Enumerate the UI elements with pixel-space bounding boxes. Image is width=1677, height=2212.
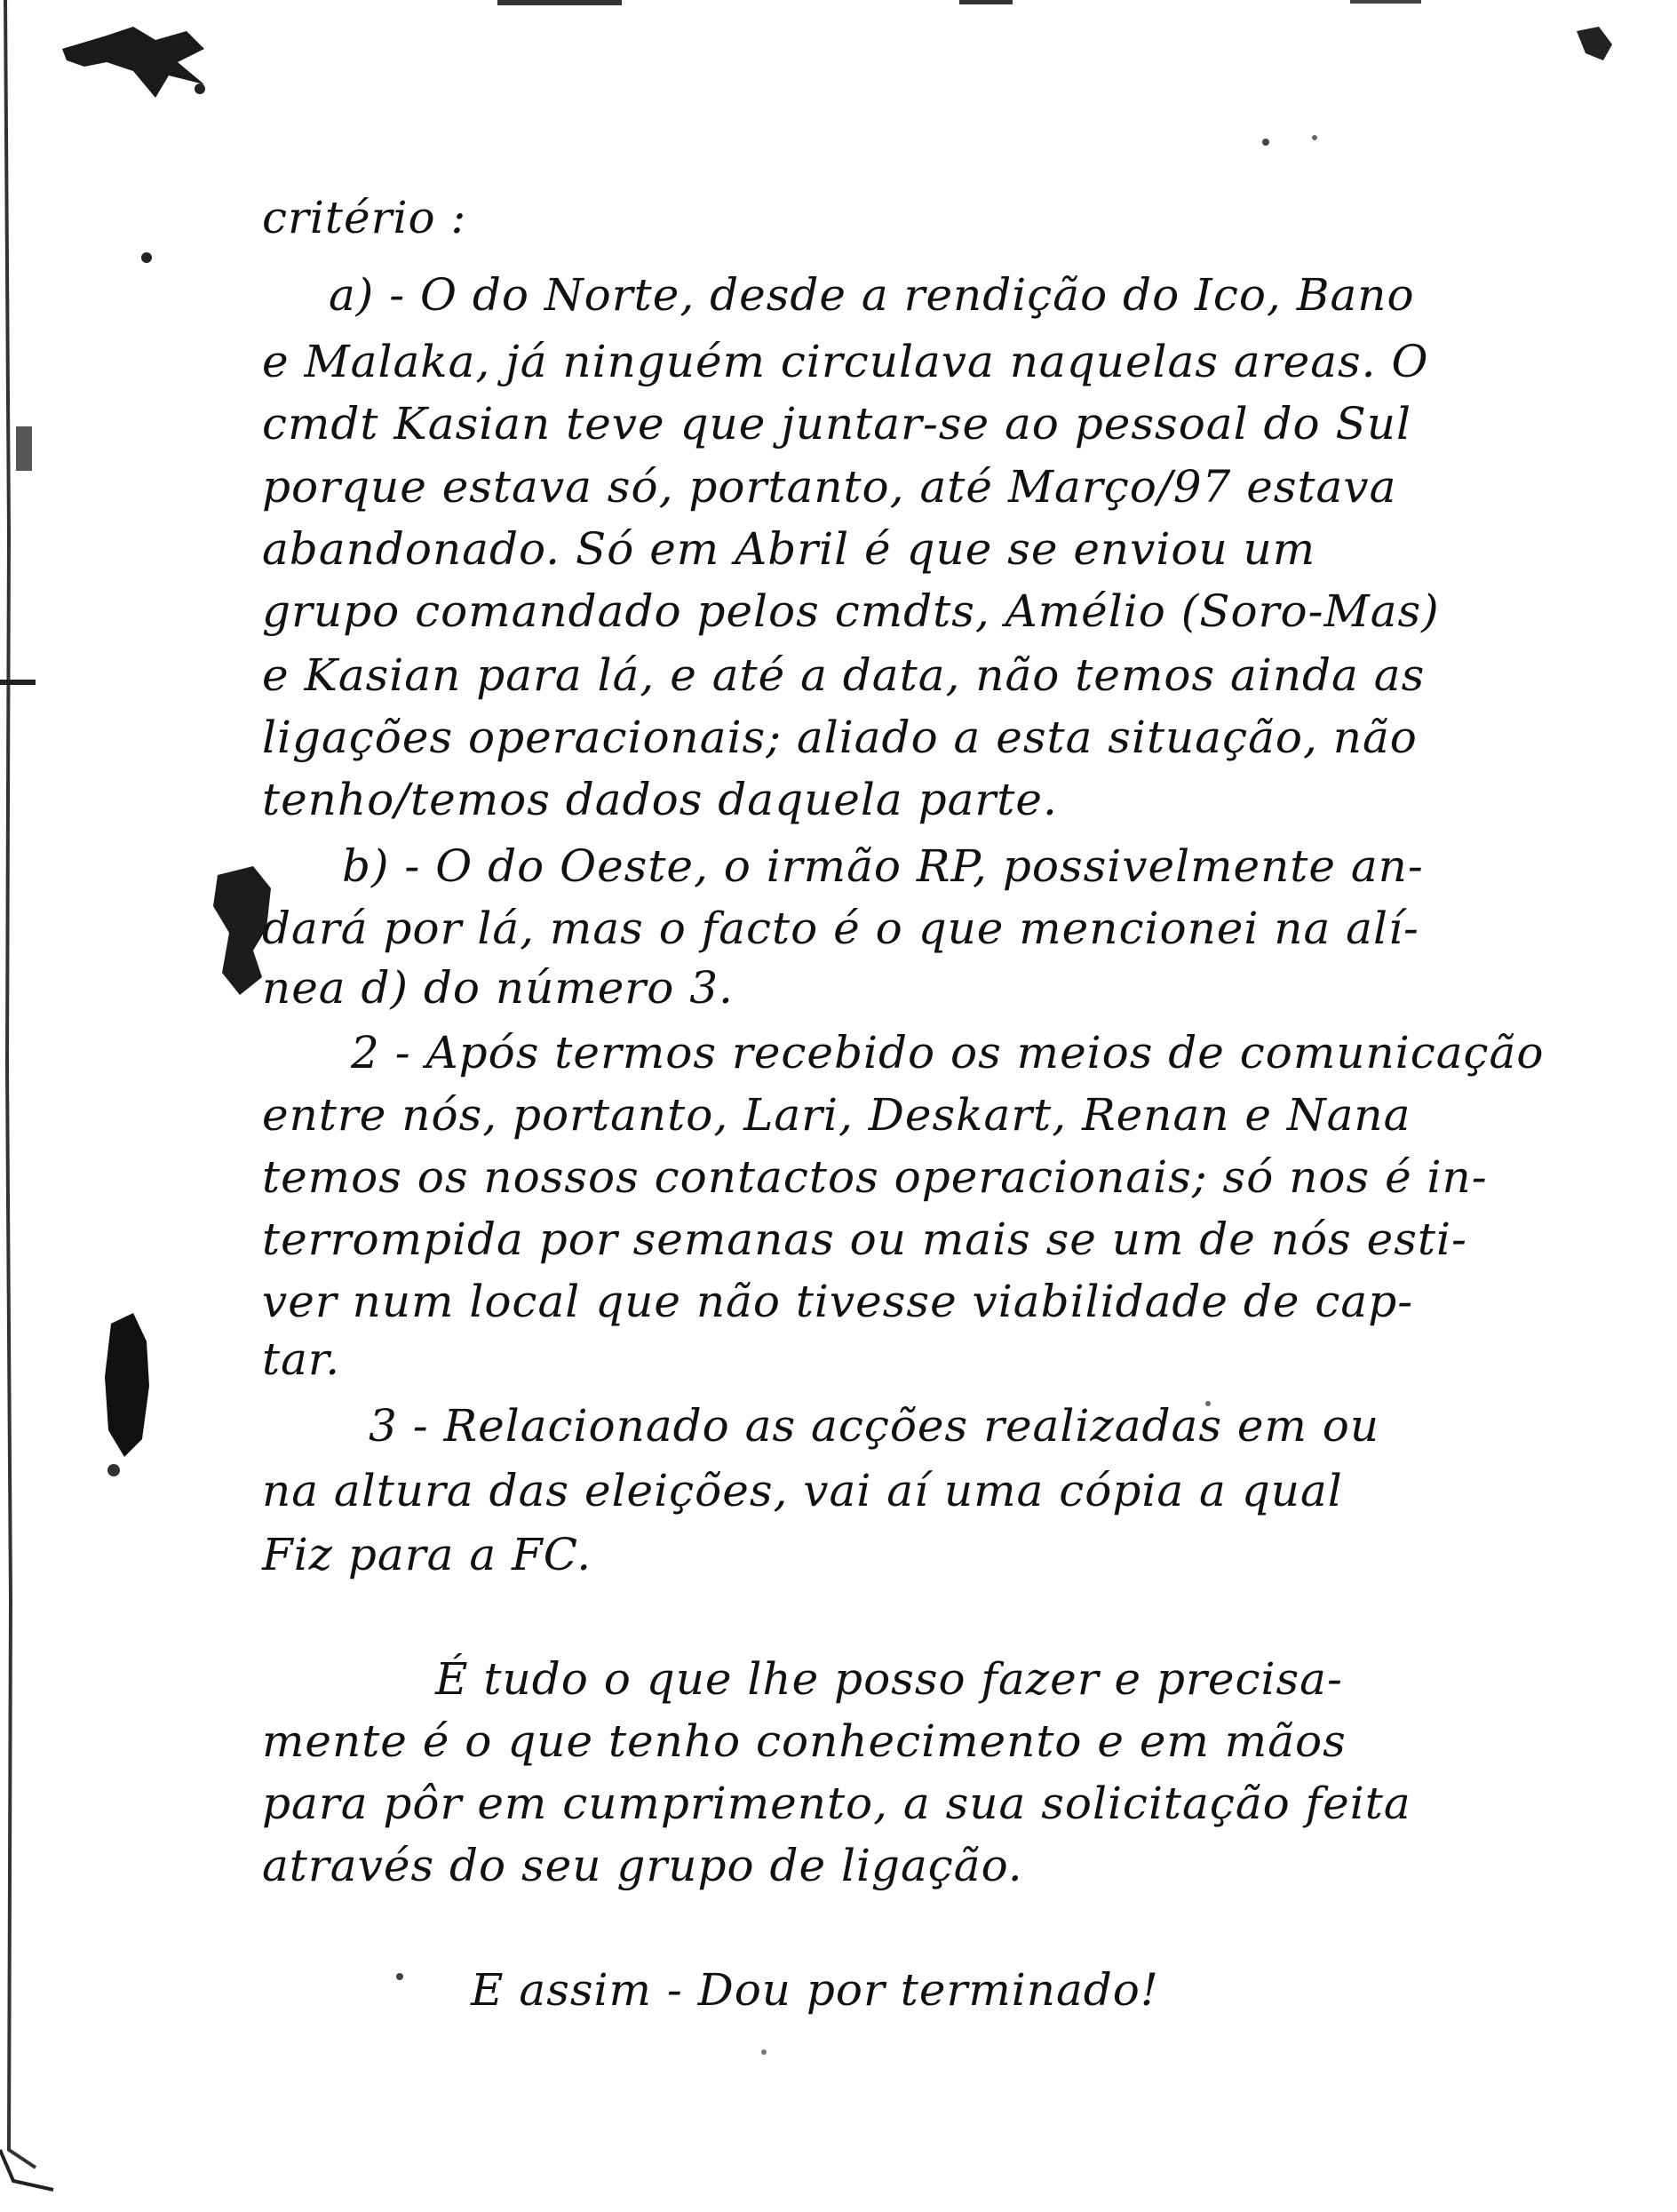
item-b-line-2: dará por lá, mas o facto é o que mencionei na alí- [262, 903, 1419, 954]
item-a-line-2: e Malaka, já ninguém circulava naquelas areas. O [262, 336, 1429, 387]
closing-line-2: mente é o que tenho conhecimento e em mãos [262, 1715, 1347, 1767]
item-3-line-3: Fiz para a FC. [262, 1529, 592, 1580]
item-2-line-3: temos os nossos contactos operacionais; só nos é in- [262, 1151, 1488, 1203]
ink-speck [1262, 139, 1269, 146]
item-b-line-1: b) - O do Oeste, o irmão RP, possivelmente an- [342, 840, 1424, 892]
item-2-line-6: tar. [262, 1333, 341, 1385]
item-a-line-4: porque estava só, portanto, até Março/97 estava [262, 461, 1397, 513]
item-2-line-4: terrompida por semanas ou mais se um de nós esti- [262, 1213, 1467, 1265]
item-a-line-1: a) - O do Norte, desde a rendição do Ico, Bano [329, 269, 1415, 321]
left-edge-bar [0, 680, 36, 685]
left-edge-line [5, 0, 36, 2168]
ink-blot-top-right [1577, 27, 1612, 60]
item-a-line-9: tenho/temos dados daquela parte. [262, 774, 1058, 825]
closing-line-1: É tudo o que lhe posso fazer e precisa- [435, 1653, 1343, 1705]
ink-speck [195, 84, 205, 94]
closing-line-3: para pôr em cumprimento, a sua solicitação feita [262, 1778, 1411, 1829]
ink-speck [1312, 135, 1317, 140]
bottom-left-edge [0, 2150, 53, 2190]
ink-speck [761, 2049, 767, 2055]
sign-off-line: E assim - Dou por terminado! [471, 1964, 1159, 2016]
ink-speck [107, 1464, 120, 1476]
item-a-line-5: abandonado. Só em Abril é que se enviou um [262, 523, 1316, 575]
top-edge-mark [959, 0, 1013, 4]
top-edge-mark [497, 0, 622, 5]
item-a-line-6: grupo comandado pelos cmdts, Amélio (Soro-Mas) [262, 585, 1440, 637]
item-a-line-3: cmdt Kasian teve que juntar-se ao pessoal do Sul [262, 398, 1411, 450]
left-margin-smudge [16, 426, 32, 471]
ink-blot-top-left [62, 27, 204, 98]
closing-line-4: através do seu grupo de ligação. [262, 1840, 1023, 1891]
item-3-line-1: 3 - Relacionado as acções realizadas em ou [369, 1400, 1380, 1452]
item-3-line-2: na altura das eleições, vai aí uma cópia a qual [262, 1465, 1343, 1516]
ink-blot-mid-left [105, 1313, 149, 1457]
item-a-line-8: ligações operacionais; aliado a esta situação, não [262, 712, 1418, 763]
heading-line: critério : [262, 192, 467, 243]
ink-speck [396, 1973, 403, 1980]
top-edge-mark [1350, 0, 1421, 4]
item-2-line-2: entre nós, portanto, Lari, Deskart, Renan e Nana [262, 1089, 1411, 1141]
item-a-line-7: e Kasian para lá, e até a data, não temos ainda as [262, 649, 1426, 701]
item-2-line-5: ver num local que não tivesse viabilidade de cap- [262, 1276, 1414, 1327]
item-b-line-3: nea d) do número 3. [262, 962, 734, 1014]
item-2-line-1: 2 - Após termos recebido os meios de comunicação [351, 1027, 1545, 1078]
ink-speck [141, 252, 152, 263]
